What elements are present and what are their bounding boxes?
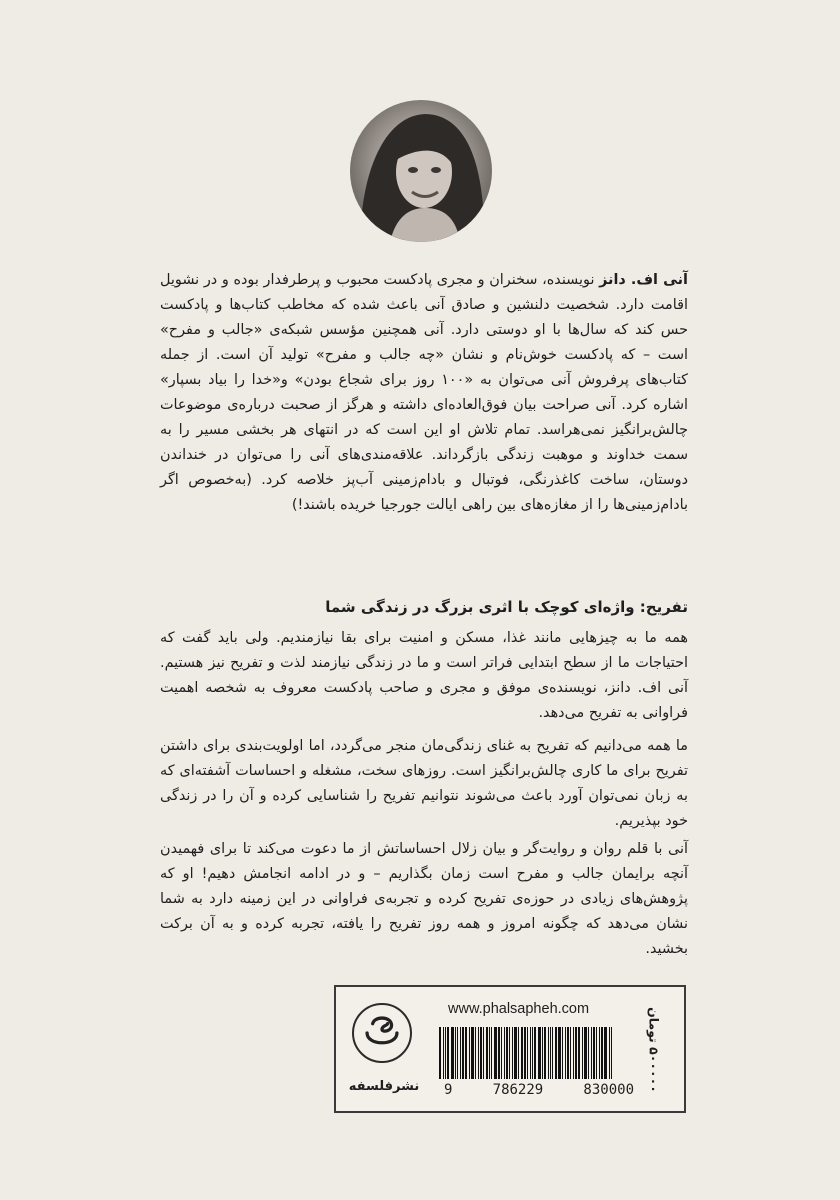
barcode-bar — [506, 1027, 508, 1079]
barcode-bar — [601, 1027, 603, 1079]
barcode-bar — [562, 1027, 563, 1079]
description-paragraph-2: ما همه می‌دانیم که تفریح به غنای زندگی‌مان منجر می‌گردد، اما اولویت‌بندی برای داشتن تفریح برای ما کاری چالش‌برانگیز است. روزهای سخت، مشغله و احساسات آشفته‌ای که به زبان نمی‌توان آورد باعث می‌شوند نتوانیم تفریح را شناسایی کرده و آن را در زندگی خود بپذیریم. — [160, 738, 688, 829]
author-portrait — [350, 100, 492, 242]
barcode-bar — [604, 1027, 607, 1079]
description-paragraph-3: آنی با قلم روان و روایت‌گر و بیان زلال احساساتش از ما دعوت می‌کند تا برای فهمیدن آنچه برایمان جالب و مفرح است زمان بگذاریم – و در ادامه انجامش دهیم! او که پژوهش‌های زیادی در حوزه‌ی تفریح کرده و تجربه‌ی فراوانی در این زمینه دارد به شما نشان می‌دهد که چگونه امروز و همه روز تفریح را یافته، تجربه کرده و به آن برکت بخشید. — [160, 841, 688, 957]
publisher-footer — [334, 985, 686, 1113]
barcode-bar — [596, 1027, 597, 1079]
barcode-bar — [521, 1027, 523, 1079]
publisher-name: نشرفلسفه — [348, 1079, 420, 1094]
barcode-bar — [480, 1027, 482, 1079]
barcode-bar — [593, 1027, 595, 1079]
barcode-bar — [518, 1027, 519, 1079]
barcode-bar — [550, 1027, 551, 1079]
logo-glyph-icon — [354, 1005, 410, 1061]
barcode-bar — [491, 1027, 492, 1079]
barcode-bar — [555, 1027, 557, 1079]
barcode-bar — [471, 1027, 474, 1079]
barcode-bar — [451, 1027, 454, 1079]
barcode-bar — [565, 1027, 566, 1079]
barcode-bar — [552, 1027, 553, 1079]
author-portrait-image — [350, 100, 492, 242]
barcode-bar — [439, 1027, 441, 1079]
barcode-bar — [457, 1027, 458, 1079]
barcode-bar — [567, 1027, 569, 1079]
barcode-bar — [465, 1027, 467, 1079]
isbn-group-2: 830000 — [583, 1082, 634, 1098]
barcode-bar — [512, 1027, 513, 1079]
section-title: تفریح: واژه‌ای کوچک با اثری بزرگ در زندگی شما — [325, 598, 688, 616]
barcode-bar — [486, 1027, 488, 1079]
barcode-bar — [475, 1027, 476, 1079]
barcode-bar — [584, 1027, 587, 1079]
barcode-bar — [573, 1027, 574, 1079]
phalsapheh-logo-icon — [352, 1003, 412, 1063]
barcode-bar — [591, 1027, 592, 1079]
barcode-bar — [498, 1027, 500, 1079]
author-bio-text: نویسنده، سخنران و مجری پادکست محبوب و پرطرفدار بوده و در نشویل اقامت دارد. شخصیت دلنشین و صادق آنی باعث شده که مخاطب کتاب‌ها و پادکست حس کند که سال‌ها با او دوستی دارد. آنی همچنین مؤسس شبکه‌ی «جالب و مفرح» است – که پادکست خوش‌نام و نشان «چه جالب و مفرح» تولید آن است. از جمله کتاب‌های پرفروش آنی می‌توان به «۱۰۰ روز برای شجاع بودن» و«خدا را بیاد بسپار» اشاره کرد. آنی صراحت بیان فوق‌العاده‌ای داشته و هرگز از صحبت درباره‌ی موضوعات چالش‌برانگیز نمی‌هراسد. تمام تلاش او این است که در انتهای هر بخشی مسیر را به سمت خداوند و موهبت زندگی بازگرداند. علاقه‌مندی‌های آنی را می‌توان در خنداندن دوستان، ساخت کاغذرنگی، فوتبال و بادام‌زمینی آب‌پز خلاصه کرد. (به‌خصوص اگر بادام‌زمینی‌ها را از مغازه‌های بین راهی ایالت جورجیا خریده باشند!) — [160, 272, 688, 513]
barcode-bar — [501, 1027, 502, 1079]
barcode-bar — [578, 1027, 580, 1079]
barcode-bar — [524, 1027, 526, 1079]
author-bio — [160, 268, 688, 518]
barcode-bar — [443, 1027, 444, 1079]
barcode-bar — [489, 1027, 490, 1079]
isbn-group-1: 786229 — [492, 1082, 544, 1098]
barcode-bar — [538, 1027, 541, 1079]
publisher-website[interactable]: www.phalsapheh.com — [448, 1001, 590, 1017]
barcode-bar — [504, 1027, 505, 1079]
barcode-bar — [534, 1027, 536, 1079]
barcode-bar — [599, 1027, 600, 1079]
barcode-bar — [509, 1027, 510, 1079]
isbn-prefix: 9 — [444, 1082, 453, 1098]
barcode-bar — [611, 1027, 612, 1079]
barcode-bar — [530, 1027, 531, 1079]
barcode-bar — [544, 1027, 546, 1079]
book-price-label: ۵۰۰۰۰۰ تومان — [646, 1007, 662, 1093]
author-name: آنی اف. دانز — [599, 272, 688, 288]
barcode-bar — [460, 1027, 461, 1079]
barcode-bar — [462, 1027, 464, 1079]
barcode-bar — [532, 1027, 533, 1079]
barcode-bar — [575, 1027, 577, 1079]
barcode-bar — [609, 1027, 610, 1079]
barcode-bar — [542, 1027, 543, 1079]
barcode-bar — [570, 1027, 571, 1079]
barcode-bar — [447, 1027, 449, 1079]
description-paragraph-1: همه ما به چیزهایی مانند غذا، مسکن و امنیت برای بقا نیازمندیم. ولی باید گفت که احتیاجات ما از سطح ابتدایی فراتر است و ما در زندگی نیازمند لذت و تفریح نیز هستیم. آنی اف. دانز، نویسنده‌ی موفق و مجری و صاحب پادکست معروف به شخصه اهمیت فراوانی به تفریح می‌دهد. — [160, 630, 688, 721]
barcode-bar — [469, 1027, 470, 1079]
barcode-bar — [582, 1027, 583, 1079]
barcode-bar — [445, 1027, 446, 1079]
barcode-bar — [483, 1027, 484, 1079]
book-price — [642, 995, 666, 1105]
barcode-bar — [558, 1027, 561, 1079]
barcode-bar — [527, 1027, 528, 1079]
barcode-bar — [494, 1027, 497, 1079]
barcode-bar — [588, 1027, 589, 1079]
isbn-barcode — [439, 1027, 634, 1079]
barcode-bar — [455, 1027, 456, 1079]
isbn-number — [444, 1082, 634, 1098]
barcode-bar — [548, 1027, 549, 1079]
barcode-bar — [514, 1027, 517, 1079]
barcode-bar — [478, 1027, 479, 1079]
